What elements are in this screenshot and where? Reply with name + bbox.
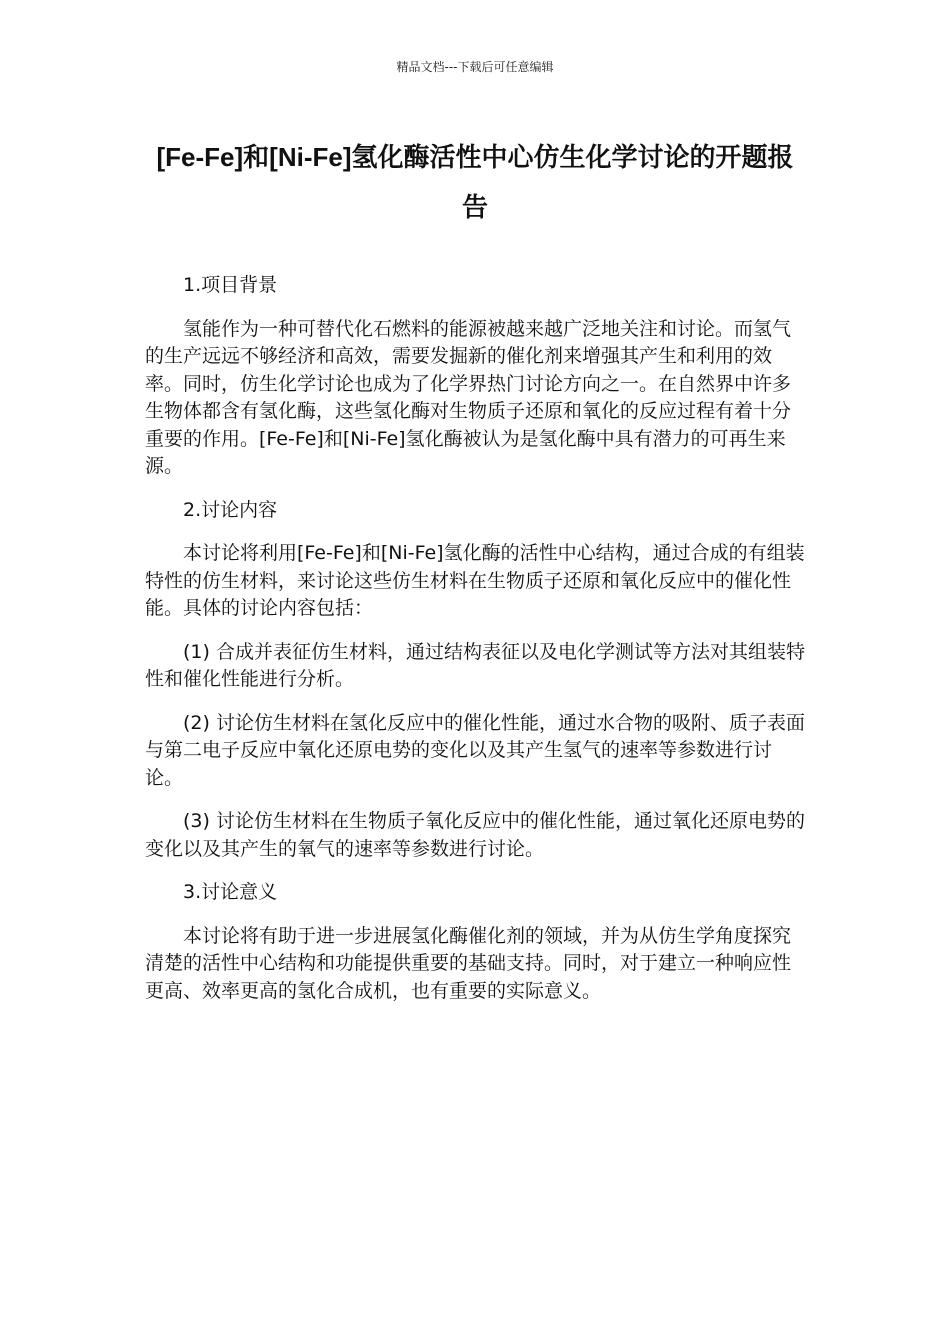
document-title: [Fe-Fe]和[Ni-Fe]氢化酶活性中心仿生化学讨论的开题报告 bbox=[156, 142, 794, 222]
header-note: 精品文档---下载后可任意编辑 bbox=[396, 60, 554, 74]
section-heading-background: 1.项目背景 bbox=[183, 274, 278, 296]
paragraph-content-item-1: (1) 合成并表征仿生材料，通过结构表征以及电化学测试等方法对其组装特性和催化性能进行分析。 bbox=[145, 640, 805, 690]
paragraph-content-item-3: (3) 讨论仿生材料在生物质子氧化反应中的催化性能，通过氧化还原电势的变化以及其产生的氧气的速率等参数进行讨论。 bbox=[145, 810, 805, 860]
paragraph-background: 氢能作为一种可替代化石燃料的能源被越来越广泛地关注和讨论。而氢气的生产远远不够经济和高效，需要发掘新的催化剂来增强其产生和利用的效率。同时，仿生化学讨论也成为了化学界热门讨论方向之一。在自然界中许多生物体都含有氢化酶，这些氢化酶对生物质子还原和氧化的反应过程有着十分重要的作用。[Fe-Fe]和[Ni-Fe]氢化酶被认为是氢化酶中具有潜力的可再生来源。 bbox=[145, 317, 792, 477]
document-body bbox=[145, 272, 808, 1021]
section-heading-significance: 3.讨论意义 bbox=[183, 881, 278, 903]
section-heading-content: 2.讨论内容 bbox=[183, 498, 278, 521]
paragraph-content-intro: 本讨论将利用[Fe-Fe]和[Ni-Fe]氢化酶的活性中心结构，通过合成的有组装特性的仿生材料，来讨论这些仿生材料在生物质子还原和氧化反应中的催化性能。具体的讨论内容包括： bbox=[145, 542, 805, 619]
paragraph-content-item-2: (2) 讨论仿生材料在氢化反应中的催化性能，通过水合物的吸附、质子表面与第二电子反应中氧化还原电势的变化以及其产生氢气的速率等参数进行讨论。 bbox=[145, 711, 805, 789]
paragraph-significance: 本讨论将有助于进一步进展氢化酶催化剂的领域，并为从仿生学角度探究清楚的活性中心结构和功能提供重要的基础支持。同时，对于建立一种响应性更高、效率更高的氢化合成机，也有重要的实际意义。 bbox=[145, 924, 792, 1002]
